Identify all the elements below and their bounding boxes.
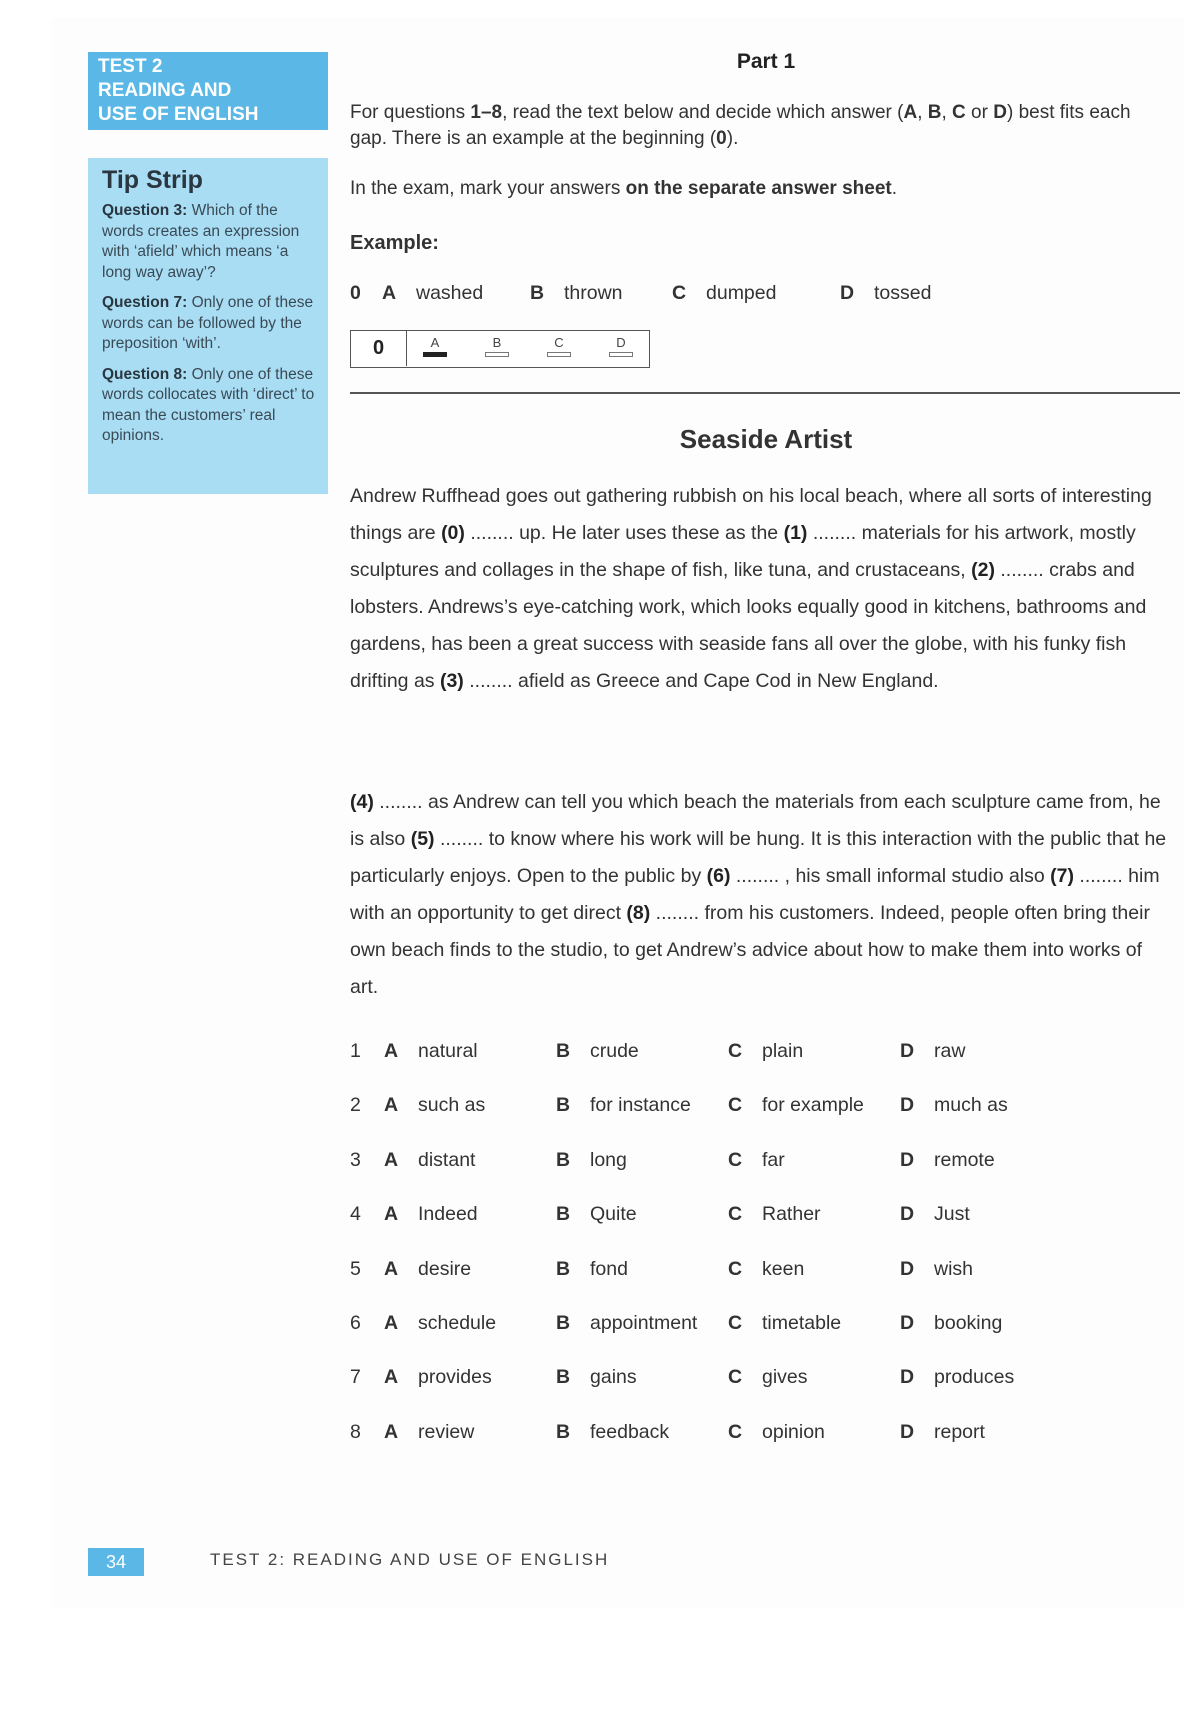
bubble-letter: C — [554, 335, 564, 350]
option-word[interactable]: Rather — [762, 1203, 821, 1226]
answer-bubble-b[interactable] — [483, 335, 511, 357]
page-number: 34 — [88, 1548, 144, 1576]
bubble-letter: A — [430, 335, 440, 350]
option-word[interactable]: natural — [418, 1040, 478, 1062]
example-option-word: dumped — [706, 282, 777, 304]
option-letter-b: B — [556, 1094, 571, 1117]
example-answer-sheet — [350, 330, 650, 368]
tip-strip-title: Tip Strip — [102, 166, 203, 194]
section-divider — [350, 392, 1180, 394]
option-letter-c: C — [728, 1257, 743, 1280]
question-number: 3 — [350, 1148, 361, 1171]
option-word[interactable]: appointment — [590, 1311, 698, 1334]
bubble-mark-filled — [423, 352, 447, 357]
option-word[interactable]: remote — [934, 1148, 995, 1171]
instr-text: , — [941, 102, 953, 123]
option-word[interactable]: feedback — [590, 1420, 670, 1443]
example-option-letter: B — [530, 282, 545, 304]
option-letter-d: D — [900, 1094, 915, 1117]
option-letter-b: B — [556, 1420, 571, 1443]
example-options — [350, 282, 1170, 310]
answer-bubble-a[interactable] — [421, 335, 449, 357]
instr-text: , read the text below and decide which answer ( — [502, 102, 904, 123]
option-word[interactable]: Just — [934, 1203, 970, 1226]
instr-text: , — [917, 102, 928, 123]
option-word[interactable]: raw — [934, 1040, 966, 1062]
exam-note — [350, 176, 1170, 202]
bubble-mark — [609, 352, 633, 357]
option-letter-b: B — [556, 1366, 571, 1389]
option-word[interactable]: much as — [934, 1094, 1008, 1117]
question-number: 1 — [350, 1040, 361, 1062]
option-word[interactable]: wish — [934, 1257, 974, 1280]
bubble-letter: D — [616, 335, 626, 350]
option-letter-a: A — [384, 1203, 399, 1226]
option-letter-c: C — [728, 1366, 743, 1389]
option-letter-b: B — [556, 1257, 571, 1280]
option-letter-d: D — [900, 1257, 915, 1280]
instr-text: ). — [726, 128, 739, 149]
tip-text: Only one of these words can be followed by the preposition ‘with’. — [102, 294, 314, 352]
answer-sheet-number: 0 — [351, 331, 407, 366]
option-letter-a: A — [384, 1257, 399, 1280]
option-word[interactable]: fond — [590, 1257, 628, 1280]
instr-letter: D — [993, 102, 1007, 123]
option-word[interactable]: gains — [590, 1366, 637, 1389]
option-letter-d: D — [900, 1148, 915, 1171]
question-number: 8 — [350, 1420, 361, 1443]
option-letter-a: A — [384, 1311, 399, 1334]
tip-question-7 — [102, 293, 316, 355]
option-letter-c: C — [728, 1094, 743, 1117]
tip-label: Question 3: — [102, 202, 188, 219]
option-word[interactable]: plain — [762, 1040, 804, 1062]
instr-letter: C — [952, 102, 966, 123]
test-label-line: READING AND — [98, 80, 232, 101]
test-label-line: USE OF ENGLISH — [98, 104, 259, 125]
question-row-3 — [350, 1139, 1182, 1193]
bubble-mark — [547, 352, 571, 357]
tip-text: Which of the words creates an expression with ‘afield’ which means ‘a long way away’? — [102, 202, 300, 281]
example-option-word: washed — [416, 282, 484, 304]
exam-note-text: In the exam, mark your answers — [350, 178, 626, 199]
option-letter-c: C — [728, 1420, 743, 1443]
answer-bubble-c[interactable] — [545, 335, 573, 357]
instr-text: For questions — [350, 102, 471, 123]
question-row-6 — [350, 1302, 1182, 1356]
option-letter-c: C — [728, 1148, 743, 1171]
option-letter-d: D — [900, 1420, 915, 1443]
example-label: Example: — [350, 232, 439, 254]
option-letter-d: D — [900, 1366, 915, 1389]
question-row-4 — [350, 1193, 1182, 1247]
passage-paragraph-2: (4) ........ as Andrew can tell you which beach the materials from each sculpture came from, he is also (5) ........ to know where his work will be hung. It is this interaction with the public that he particularly enjoys. Open to the public by (6) ........ , his small informal studio also (7) ........ him with an opportunity to get direct (8) ........ from his customers. Indeed, people often bring their own beach finds to the studio, to get Andrew’s advice about how to make them into works of art. — [350, 791, 1167, 998]
option-letter-a: A — [384, 1094, 399, 1117]
bubble-letter: B — [492, 335, 502, 350]
example-option-letter: D — [840, 282, 855, 304]
option-word[interactable]: timetable — [762, 1311, 842, 1334]
example-option-letter: C — [672, 282, 687, 304]
tip-strip-box — [88, 158, 328, 494]
option-word[interactable]: schedule — [418, 1311, 497, 1334]
tip-question-8 — [102, 365, 316, 447]
tip-question-3 — [102, 201, 316, 283]
running-footer: TEST 2: READING AND USE OF ENGLISH — [210, 1550, 610, 1569]
tip-label: Question 7: — [102, 294, 188, 311]
bubble-mark — [485, 352, 509, 357]
option-word[interactable]: review — [418, 1420, 475, 1443]
option-letter-b: B — [556, 1203, 571, 1226]
instr-range: 1–8 — [470, 102, 503, 123]
instr-text: ) best fits each gap. There is an example at the beginning ( — [350, 102, 1131, 149]
option-letter-a: A — [384, 1420, 399, 1443]
example-option-letter: A — [382, 282, 397, 304]
option-word[interactable]: Quite — [590, 1203, 637, 1226]
answer-bubble-d[interactable] — [607, 335, 635, 357]
example-number: 0 — [350, 282, 361, 304]
option-word[interactable]: Indeed — [418, 1203, 478, 1226]
option-word[interactable]: opinion — [762, 1420, 825, 1443]
test-section-label — [88, 52, 328, 130]
question-row-7 — [350, 1356, 1182, 1410]
option-word[interactable]: report — [934, 1420, 985, 1443]
question-number: 6 — [350, 1311, 361, 1334]
instr-letter: A — [903, 102, 918, 123]
option-word[interactable]: far — [762, 1148, 785, 1171]
example-option-word: thrown — [564, 282, 623, 304]
tip-text: Only one of these words collocates with ‘direct’ to mean the customers’ real opinions. — [102, 365, 315, 444]
example-option-word: tossed — [874, 282, 932, 304]
question-options — [350, 1030, 1182, 1465]
option-word[interactable]: distant — [418, 1148, 476, 1171]
option-word[interactable]: for instance — [590, 1094, 691, 1117]
question-number: 2 — [350, 1094, 361, 1117]
option-letter-b: B — [556, 1148, 571, 1171]
option-word[interactable]: crude — [590, 1040, 639, 1062]
instructions — [350, 100, 1170, 152]
option-letter-c: C — [728, 1203, 743, 1226]
test-label-line: TEST 2 — [98, 56, 163, 77]
instr-zero: 0 — [716, 128, 727, 149]
instr-text: or — [965, 102, 994, 123]
exam-note-bold: on the separate answer sheet — [625, 178, 892, 199]
option-letter-a: A — [384, 1148, 399, 1171]
option-letter-a: A — [384, 1040, 399, 1062]
instr-letter: B — [927, 102, 942, 123]
tip-label: Question 8: — [102, 365, 188, 383]
option-word[interactable]: for example — [762, 1094, 864, 1117]
exam-note-text: . — [891, 178, 897, 199]
option-word[interactable]: keen — [762, 1257, 805, 1280]
option-word[interactable]: booking — [934, 1311, 1003, 1334]
option-word[interactable]: desire — [418, 1257, 472, 1280]
option-letter-d: D — [900, 1203, 915, 1226]
option-letter-d: D — [900, 1040, 915, 1062]
option-letter-a: A — [384, 1366, 399, 1389]
option-letter-b: B — [556, 1040, 571, 1062]
question-row-5 — [350, 1248, 1182, 1302]
question-number: 7 — [350, 1366, 361, 1389]
option-letter-c: C — [728, 1311, 743, 1334]
question-row-2 — [350, 1084, 1182, 1138]
question-row-8 — [350, 1411, 1182, 1465]
part-title: Part 1 — [736, 50, 796, 73]
option-word[interactable]: long — [590, 1148, 627, 1171]
option-letter-d: D — [900, 1311, 915, 1334]
question-row-1 — [350, 1030, 1182, 1084]
option-word[interactable]: provides — [418, 1366, 492, 1389]
option-word[interactable]: such as — [418, 1094, 486, 1117]
question-number: 4 — [350, 1203, 361, 1226]
question-number: 5 — [350, 1257, 361, 1280]
option-word[interactable]: produces — [934, 1366, 1015, 1389]
passage-paragraph-1: Andrew Ruffhead goes out gathering rubbish on his local beach, where all sorts of interesting things are (0) ........ up. He later uses these as the (1) ........ materials for his artwork, mostly sculptures and collages in the shape of fish, like tuna, and crustaceans, (2) ........ crabs and lobsters. Andrews’s eye-catching work, which looks equally good in kitchens, bathrooms and gardens, has been a great success with seaside fans all over the globe, with his funky fish drifting as (3) ........ afield as Greece and Cape Cod in New England. — [350, 485, 1152, 692]
option-word[interactable]: gives — [762, 1366, 808, 1389]
option-letter-c: C — [728, 1040, 743, 1062]
text-title: Seaside Artist — [679, 424, 853, 454]
option-letter-b: B — [556, 1311, 571, 1334]
